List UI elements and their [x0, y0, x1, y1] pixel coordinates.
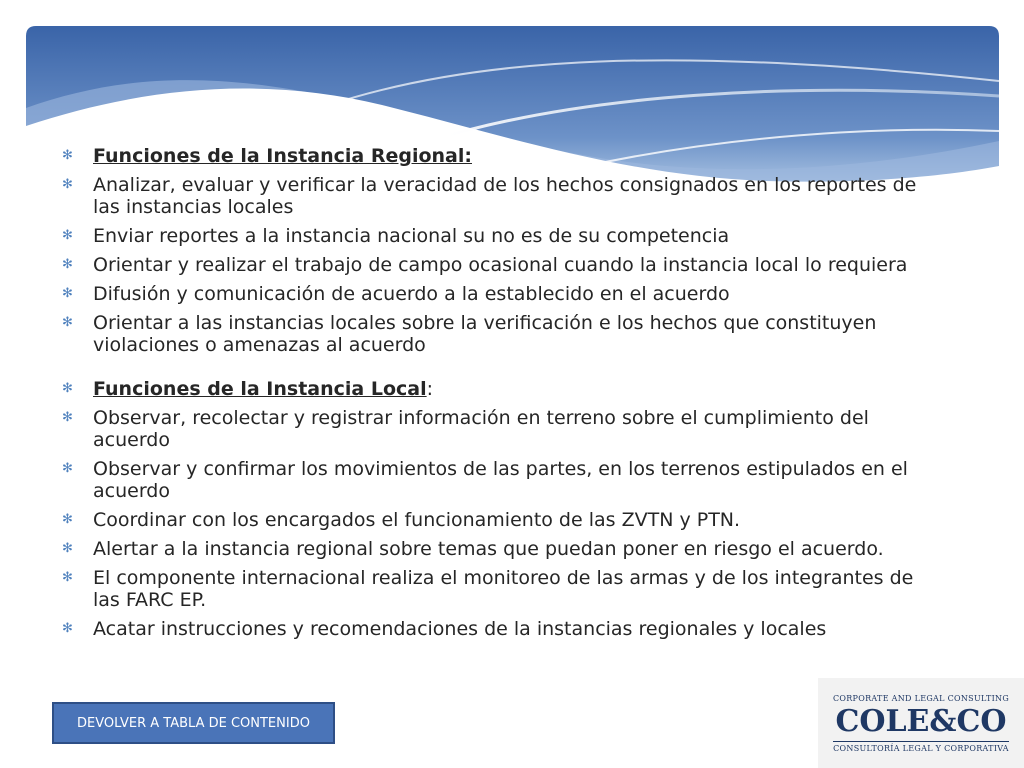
list-item: [62, 567, 942, 611]
bullet-asterisk-icon: ✻: [62, 177, 73, 192]
logo-brand: COLE&CO: [835, 703, 1007, 739]
list-item: [62, 618, 942, 640]
list-item: [62, 225, 942, 247]
bullet-asterisk-icon: ✻: [62, 286, 73, 301]
list-item-text: Coordinar con los encargados el funcionamiento de las ZVTN y PTN.: [93, 509, 741, 531]
section-heading: Funciones de la Instancia Regional:: [93, 145, 472, 167]
list-item-text: Alertar a la instancia regional sobre temas que puedan poner en riesgo el acuerdo.: [93, 538, 884, 560]
logo-tagline-top: CORPORATE AND LEGAL CONSULTING: [832, 693, 1010, 703]
list-item: [62, 509, 942, 531]
bullet-asterisk-icon: ✻: [62, 570, 73, 585]
bullet-asterisk-icon: ✻: [62, 512, 73, 527]
logo-tagline-bottom: CONSULTORÍA LEGAL Y CORPORATIVA: [833, 741, 1009, 753]
list-item: [62, 378, 942, 400]
list-item: [62, 312, 942, 356]
bullet-asterisk-icon: ✻: [62, 148, 73, 163]
heading-suffix: :: [426, 378, 434, 400]
bullet-asterisk-icon: ✻: [62, 381, 73, 396]
list-item: [62, 407, 942, 451]
list-item: [62, 254, 942, 276]
bullet-asterisk-icon: ✻: [62, 410, 73, 425]
list-item-text: Acatar instrucciones y recomendaciones de la instancias regionales y locales: [93, 618, 827, 640]
list-item-text: Enviar reportes a la instancia nacional su no es de su competencia: [93, 225, 730, 247]
section-heading: Funciones de la Instancia Local: [93, 378, 427, 400]
list-item: [62, 458, 942, 502]
company-logo: [818, 678, 1024, 768]
bullet-asterisk-icon: ✻: [62, 621, 73, 636]
back-to-contents-button[interactable]: DEVOLVER A TABLA DE CONTENIDO: [52, 702, 335, 744]
list-item: [62, 145, 942, 167]
bullet-asterisk-icon: ✻: [62, 315, 73, 330]
bullet-asterisk-icon: ✻: [62, 541, 73, 556]
bullet-asterisk-icon: ✻: [62, 461, 73, 476]
list-item: [62, 283, 942, 305]
list-item-text: El componente internacional realiza el monitoreo de las armas y de los integrantes de las FARC EP.: [93, 567, 914, 611]
list-item-text: Orientar y realizar el trabajo de campo ocasional cuando la instancia local lo requiera: [93, 254, 908, 276]
list-item-text: Orientar a las instancias locales sobre la verificación e los hechos que constituyen violaciones o amenazas al acuerdo: [93, 312, 877, 356]
list-item: [62, 538, 942, 560]
content-area: [62, 145, 942, 647]
list-item-text: Observar y confirmar los movimientos de las partes, en los terrenos estipulados en el acuerdo: [93, 458, 908, 502]
bullet-list: [62, 145, 942, 640]
list-item: [62, 174, 942, 218]
bullet-asterisk-icon: ✻: [62, 228, 73, 243]
list-item-text: Difusión y comunicación de acuerdo a la establecido en el acuerdo: [93, 283, 730, 305]
bullet-asterisk-icon: ✻: [62, 257, 73, 272]
list-item-text: Analizar, evaluar y verificar la veracidad de los hechos consignados en los reportes de las instancias locales: [93, 174, 917, 218]
list-item-text: Observar, recolectar y registrar información en terreno sobre el cumplimiento del acuerdo: [93, 407, 869, 451]
